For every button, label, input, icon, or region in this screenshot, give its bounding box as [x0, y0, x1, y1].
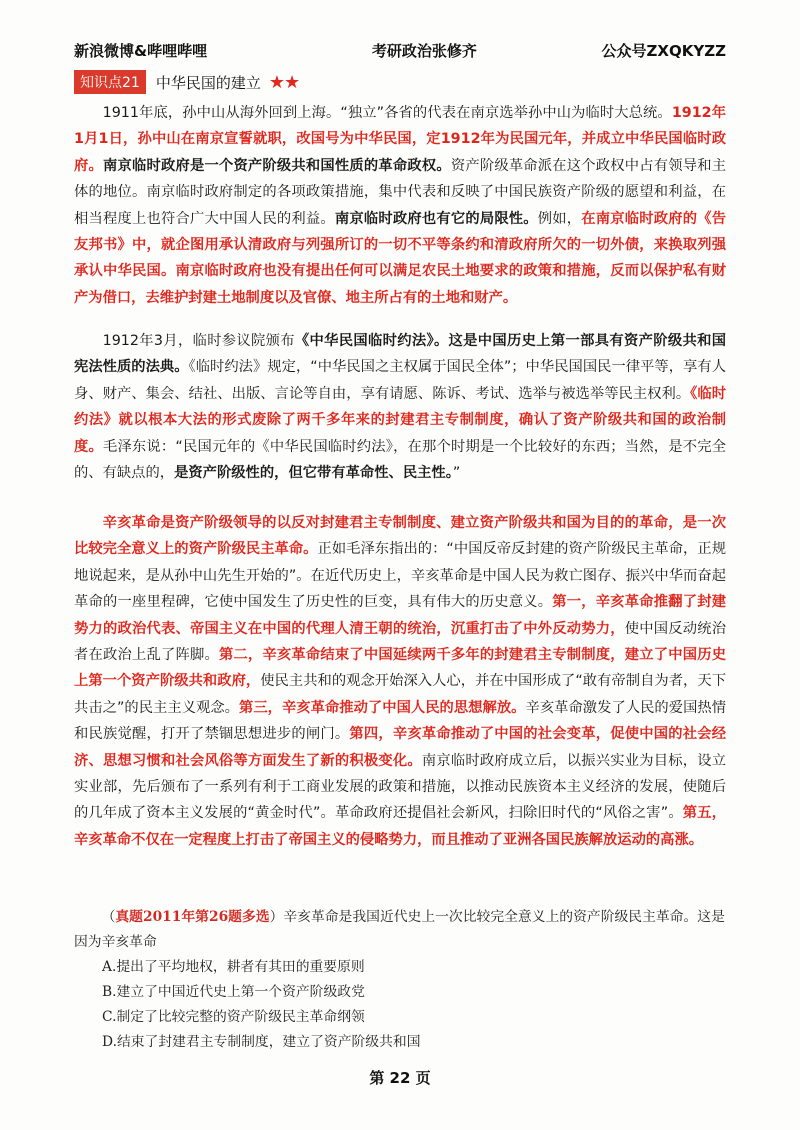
text-run: 例如， — [537, 210, 582, 227]
header-center: 考研政治张修齐 — [371, 42, 477, 60]
paragraph-3 — [74, 510, 726, 853]
text-run: 第四，辛亥革命推动了中国的社会变革，促使中国的社会经济、思想习惯和社会风俗等方面发生了新的积极变化。 — [74, 726, 727, 769]
question-source: 真题2011年第26题多选 — [115, 909, 270, 925]
paragraph-2 — [74, 328, 726, 486]
page-header — [74, 40, 726, 61]
text-run: 第一，辛亥革命推翻了封建势力的政治代表、帝国主义在中国的代理人清王朝的统治，沉重打击了中外反动势力， — [74, 594, 727, 637]
text-run: 使民主共和的观念开始深入人心，并在中国形成了“敢有帝制自为者，天下共击之”的民主主义观念。 — [74, 673, 726, 716]
question-text: ）辛亥革命是我国近代史上一次比较完全意义上的资产阶级民主革命。这是因为辛亥革命 — [74, 909, 725, 950]
knowledge-point-title: 中华民国的建立 — [155, 73, 261, 92]
header-left: 新浪微博&哔哩哔哩 — [74, 42, 208, 60]
text-run: 毛泽东说：“民国元年的《中华民国临时约法》，在那个时期是一个比较好的东西；当然，是不完全的、有缺点的， — [74, 438, 726, 482]
text-run: ” — [452, 465, 461, 482]
option-a: A.提出了平均地权，耕者有其田的重要原则 — [102, 959, 365, 975]
question-open-paren: （ — [101, 909, 116, 925]
text-run: 南京临时政府成立后，以振兴实业为目标，设立实业部，先后颁布了一系列有利于工商业发展的政策和措施，以推动民族资本主义经济的发展，使随后的几年成了资本主义发展的“黄金时代”。革命政府还提倡社会新风，扫除旧时代的“风俗之害”。 — [74, 752, 727, 822]
importance-stars-icon: ★★ — [268, 71, 300, 93]
text-run: 1911年底，孙中山从海外回到上海。“独立”各省的代表在南京选举孙中山为临时大总统。 — [102, 105, 672, 121]
text-run: 是资产阶级性的，但它带有革命性、民主性。 — [174, 465, 453, 482]
text-run: 南京临时政府也有它的局限性。 — [334, 210, 538, 227]
knowledge-point-badge: 知识点21 — [74, 70, 146, 94]
text-run: 《中华民国临时约法》。这是中国历史上第一部具有资产阶级共和国宪法性质的法典。 — [74, 333, 726, 376]
exam-question — [74, 905, 726, 1055]
text-run: 辛亥革命激发了人民的爱国热情和民族觉醒，打开了禁锢思想进步的闸门。 — [74, 699, 727, 743]
text-run: 在南京临时政府的《告友邦书》中，就企图用承认清政府与列强所订的一切不平等条约和清政府所欠的一切外债，来换取列强承认中华民国。南京临时政府也没有提出任何可以满足农民土地要求的政策和措施，反而以保护私有财产为借口，去维护封建土地制度以及官僚、地主所占有的土地和财产。 — [74, 210, 727, 306]
option-b: B.建立了中国近代史上第一个资产阶级政党 — [102, 984, 365, 1000]
text-run: 1912年1月1日，孙中山在南京宣誓就职，改国号为中华民国，定1912年为民国元年，并成立中华民国临时政府。 — [74, 105, 726, 174]
text-run: 正如毛泽东指出的：“中国反帝反封建的资产阶级民主革命，正规地说起来，是从孙中山先生开始的”。在近代历史上，辛亥革命是中国人民为救亡图存、振兴中华而奋起革命的一座里程碑，它使中国发生了历史性的巨变，具有伟大的历史意义。 — [74, 541, 727, 611]
text-run: 第二，辛亥革命结束了中国延续两千多年的封建君主专制制度，建立了中国历史上第一个资产阶级共和政府， — [74, 647, 727, 690]
page-number: 第 22 页 — [369, 1069, 431, 1087]
option-d: D.结束了封建君主专制制度，建立了资产阶级共和国 — [102, 1034, 421, 1050]
option-c: C.制定了比较完整的资产阶级民主革命纲领 — [102, 1009, 365, 1025]
text-run: 资产阶级革命派在这个政权中占有领导和主体的地位。南京临时政府制定的各项政策措施，集中代表和反映了中国民族资产阶级的愿望和利益，在相当程度上也符合广大中国人民的利益。 — [74, 157, 727, 227]
text-run: 《临时约法》规定，“中华民国之主权属于国民全体”；中华民国国民一律平等，享有人身、财产、集会、结社、出版、言论等自由，享有请愿、陈诉、考试、选举与被选举等民主权利。 — [74, 359, 726, 402]
text-run: 第五，辛亥革命不仅在一定程度上打击了帝国主义的侵略势力，而且推动了亚洲各国民族解放运动的高涨。 — [74, 805, 727, 848]
header-right: 公众号ZXQKYZZ — [601, 42, 726, 60]
text-run: 《临时约法》就以根本大法的形式废除了两千多年来的封建君主专制制度，确认了资产阶级共和国的政治制度。 — [74, 385, 726, 455]
text-run: 1912年3月，临时参议院颁布 — [102, 333, 295, 349]
text-run: 南京临时政府是一个资产阶级共和国性质的革命政权。 — [103, 157, 451, 174]
paragraph-1 — [74, 100, 726, 311]
text-run: 辛亥革命是资产阶级领导的以反对封建君主专制制度、建立资产阶级共和国为目的的革命，是一次比较完全意义上的资产阶级民主革命。 — [74, 515, 726, 558]
text-run: 使中国反动统治者在政治上乱了阵脚。 — [74, 620, 727, 664]
knowledge-point-heading — [74, 70, 299, 94]
text-run: 第三，辛亥革命推动了中国人民的思想解放。 — [239, 699, 526, 716]
question-stem — [74, 905, 726, 955]
